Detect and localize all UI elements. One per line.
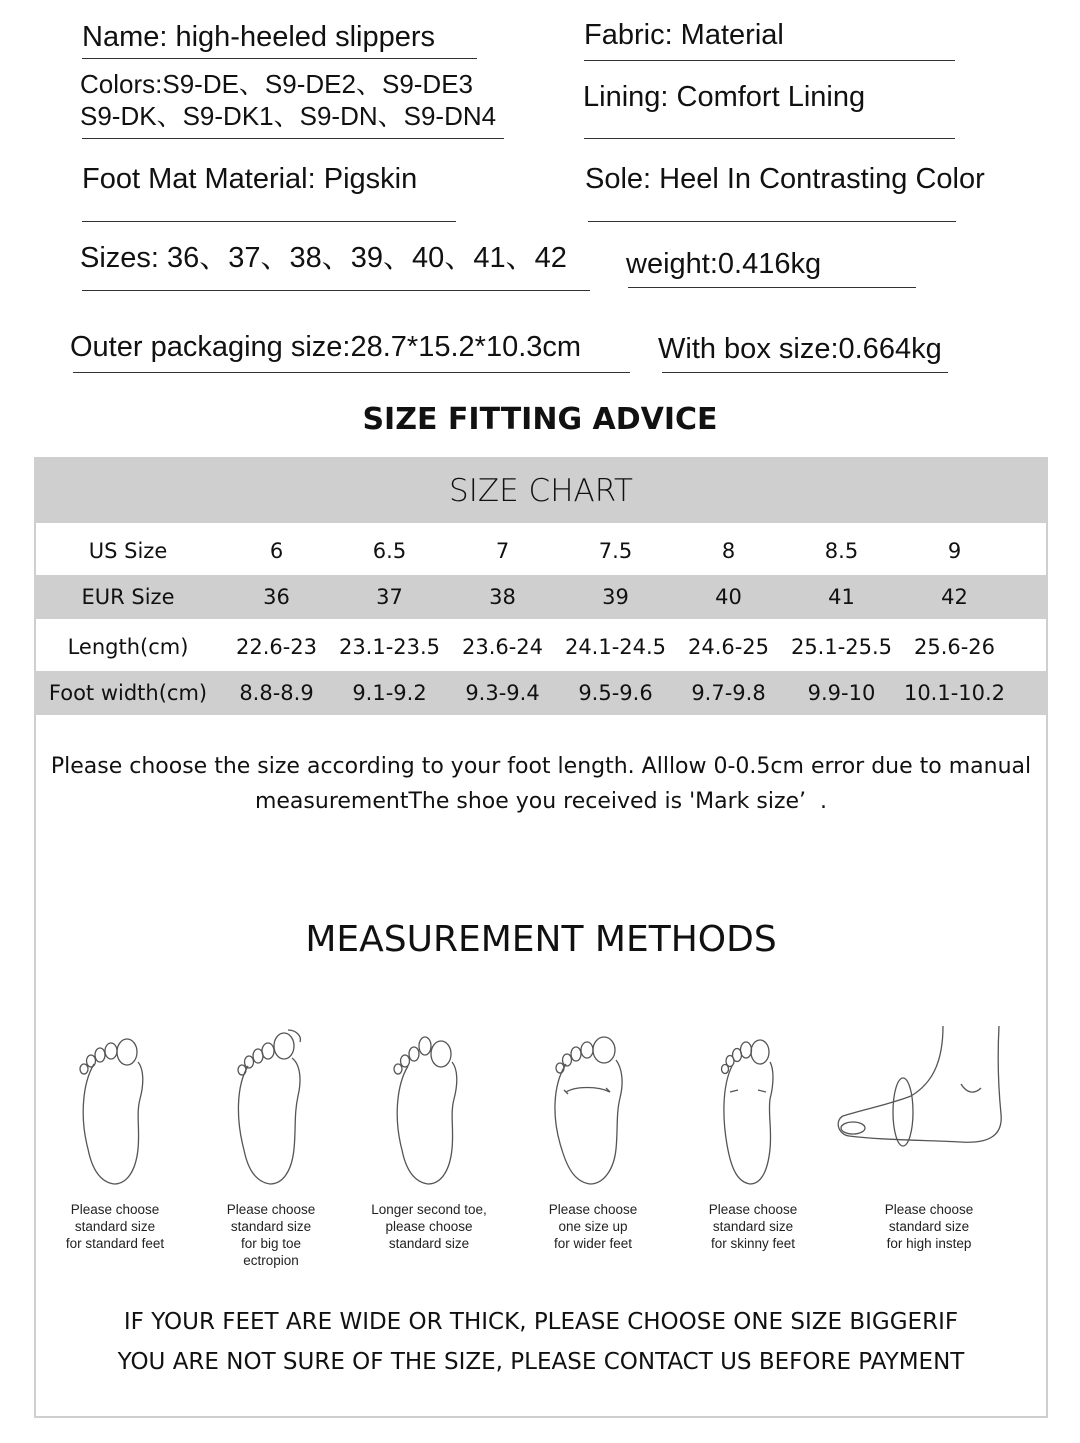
table-cell: 36 bbox=[263, 585, 290, 609]
table-row-eur-size bbox=[36, 575, 1046, 619]
table-cell: 39 bbox=[602, 585, 629, 609]
table-cell: 25.6-26 bbox=[913, 635, 996, 659]
spec-name: Name: high-heeled slippers bbox=[82, 21, 436, 53]
row-label: Length(cm) bbox=[67, 635, 189, 659]
table-cell: 23.6-24 bbox=[461, 635, 544, 659]
table-cell: 9.1-9.2 bbox=[352, 681, 427, 705]
caption-line: for big toe bbox=[240, 1236, 302, 1251]
size-chart-panel bbox=[34, 457, 1048, 1418]
table-cell: 24.6-25 bbox=[687, 635, 770, 659]
caption-skinny-feet bbox=[668, 1201, 838, 1252]
caption-line: standard size bbox=[230, 1219, 312, 1234]
table-cell: 22.6-23 bbox=[235, 635, 318, 659]
spec-underline bbox=[82, 221, 456, 222]
row-label: US Size bbox=[88, 539, 168, 563]
table-cell: 9.3-9.4 bbox=[465, 681, 540, 705]
long-second-toe-foot-icon bbox=[386, 1024, 476, 1189]
table-cell: 24.1-24.5 bbox=[564, 635, 667, 659]
table-cell: 38 bbox=[489, 585, 516, 609]
caption-line: Please choose bbox=[548, 1202, 638, 1217]
measurement-methods-title: MEASUREMENT METHODS bbox=[305, 919, 777, 960]
spec-weight: weight:0.416kg bbox=[626, 248, 822, 280]
table-cell: 8.8-8.9 bbox=[239, 681, 314, 705]
spec-lining: Lining: Comfort Lining bbox=[583, 81, 866, 113]
big-toe-ectropion-foot-icon bbox=[228, 1024, 318, 1189]
size-note-line1: Please choose the size according to your foot length. Alllow 0-0.5cm error due to manual bbox=[50, 754, 1032, 779]
caption-standard-feet bbox=[30, 1201, 200, 1252]
spec-underline bbox=[73, 372, 630, 373]
spec-foot-mat: Foot Mat Material: Pigskin bbox=[82, 163, 418, 195]
table-cell: 41 bbox=[828, 585, 855, 609]
spec-colors-line1: Colors:S9-DE、S9-DE2、S9-DE3 bbox=[80, 69, 474, 99]
size-note bbox=[36, 749, 1046, 819]
caption-line: standard size bbox=[74, 1219, 156, 1234]
caption-line: one size up bbox=[558, 1219, 628, 1234]
caption-line: Please choose bbox=[708, 1202, 798, 1217]
caption-line: ectropion bbox=[243, 1253, 299, 1268]
table-cell: 23.1-23.5 bbox=[338, 635, 441, 659]
table-cell: 9.9-10 bbox=[807, 681, 876, 705]
table-cell: 10.1-10.2 bbox=[903, 681, 1006, 705]
spec-colors-line2: S9-DK、S9-DK1、S9-DN、S9-DN4 bbox=[80, 101, 497, 131]
row-label: EUR Size bbox=[81, 585, 175, 609]
skinny-foot-icon bbox=[708, 1024, 798, 1189]
caption-line: standard size bbox=[388, 1236, 470, 1251]
table-cell: 9.5-9.6 bbox=[578, 681, 653, 705]
spec-underline bbox=[588, 221, 956, 222]
spec-underline bbox=[82, 138, 504, 139]
spec-outer-packaging: Outer packaging size:28.7*15.2*10.3cm bbox=[70, 331, 582, 363]
caption-line: for high instep bbox=[886, 1236, 972, 1251]
caption-line: Please choose bbox=[226, 1202, 316, 1217]
caption-line: for skinny feet bbox=[710, 1236, 796, 1251]
caption-line: Longer second toe, bbox=[371, 1202, 487, 1217]
table-cell: 8.5 bbox=[824, 539, 859, 563]
table-cell: 7.5 bbox=[598, 539, 633, 563]
caption-big-toe bbox=[186, 1201, 356, 1269]
table-cell: 8 bbox=[721, 539, 736, 563]
caption-second-toe bbox=[344, 1201, 514, 1252]
table-cell: 6 bbox=[269, 539, 284, 563]
spec-underline bbox=[584, 138, 955, 139]
spec-underline bbox=[82, 290, 590, 291]
caption-wider-feet bbox=[508, 1201, 678, 1252]
caption-line: standard size bbox=[888, 1219, 970, 1234]
caption-line: for wider feet bbox=[553, 1236, 633, 1251]
spec-underline bbox=[662, 372, 948, 373]
table-cell: 25.1-25.5 bbox=[790, 635, 893, 659]
table-row-us-size bbox=[36, 527, 1046, 575]
size-fitting-advice-heading: SIZE FITTING ADVICE bbox=[362, 402, 718, 437]
size-note-line2: measurementThe shoe you received is 'Mark size’ . bbox=[254, 789, 828, 814]
table-cell: 40 bbox=[715, 585, 742, 609]
spec-underline bbox=[584, 60, 955, 61]
spec-underline bbox=[628, 287, 916, 288]
spec-with-box: With box size:0.664kg bbox=[658, 333, 942, 365]
caption-line: please choose bbox=[385, 1219, 473, 1234]
table-cell: 42 bbox=[941, 585, 968, 609]
standard-foot-icon bbox=[72, 1024, 162, 1189]
table-cell: 7 bbox=[495, 539, 510, 563]
caption-line: standard size bbox=[712, 1219, 794, 1234]
size-chart-title: SIZE CHART bbox=[36, 459, 1046, 523]
caption-line: for standard feet bbox=[65, 1236, 165, 1251]
high-instep-foot-icon bbox=[831, 1024, 1011, 1164]
table-cell: 37 bbox=[376, 585, 403, 609]
table-cell: 9 bbox=[947, 539, 962, 563]
row-label: Foot width(cm) bbox=[48, 681, 208, 705]
caption-high-instep bbox=[844, 1201, 1014, 1252]
table-cell: 9.7-9.8 bbox=[691, 681, 766, 705]
advice-line1: IF YOUR FEET ARE WIDE OR THICK, PLEASE CHOOSE ONE SIZE BIGGERIF bbox=[123, 1309, 959, 1335]
table-cell: 6.5 bbox=[372, 539, 407, 563]
caption-line: Please choose bbox=[70, 1202, 160, 1217]
spec-fabric: Fabric: Material bbox=[584, 19, 784, 51]
wide-foot-icon bbox=[548, 1024, 638, 1189]
spec-sole: Sole: Heel In Contrasting Color bbox=[585, 163, 985, 195]
spec-underline bbox=[82, 58, 477, 59]
spec-sizes: Sizes: 36、37、38、39、40、41、42 bbox=[80, 242, 567, 274]
advice-line2: YOU ARE NOT SURE OF THE SIZE, PLEASE CONTACT US BEFORE PAYMENT bbox=[117, 1349, 965, 1375]
table-row-foot-width bbox=[36, 671, 1046, 715]
table-row-length bbox=[36, 621, 1046, 673]
caption-line: Please choose bbox=[884, 1202, 974, 1217]
